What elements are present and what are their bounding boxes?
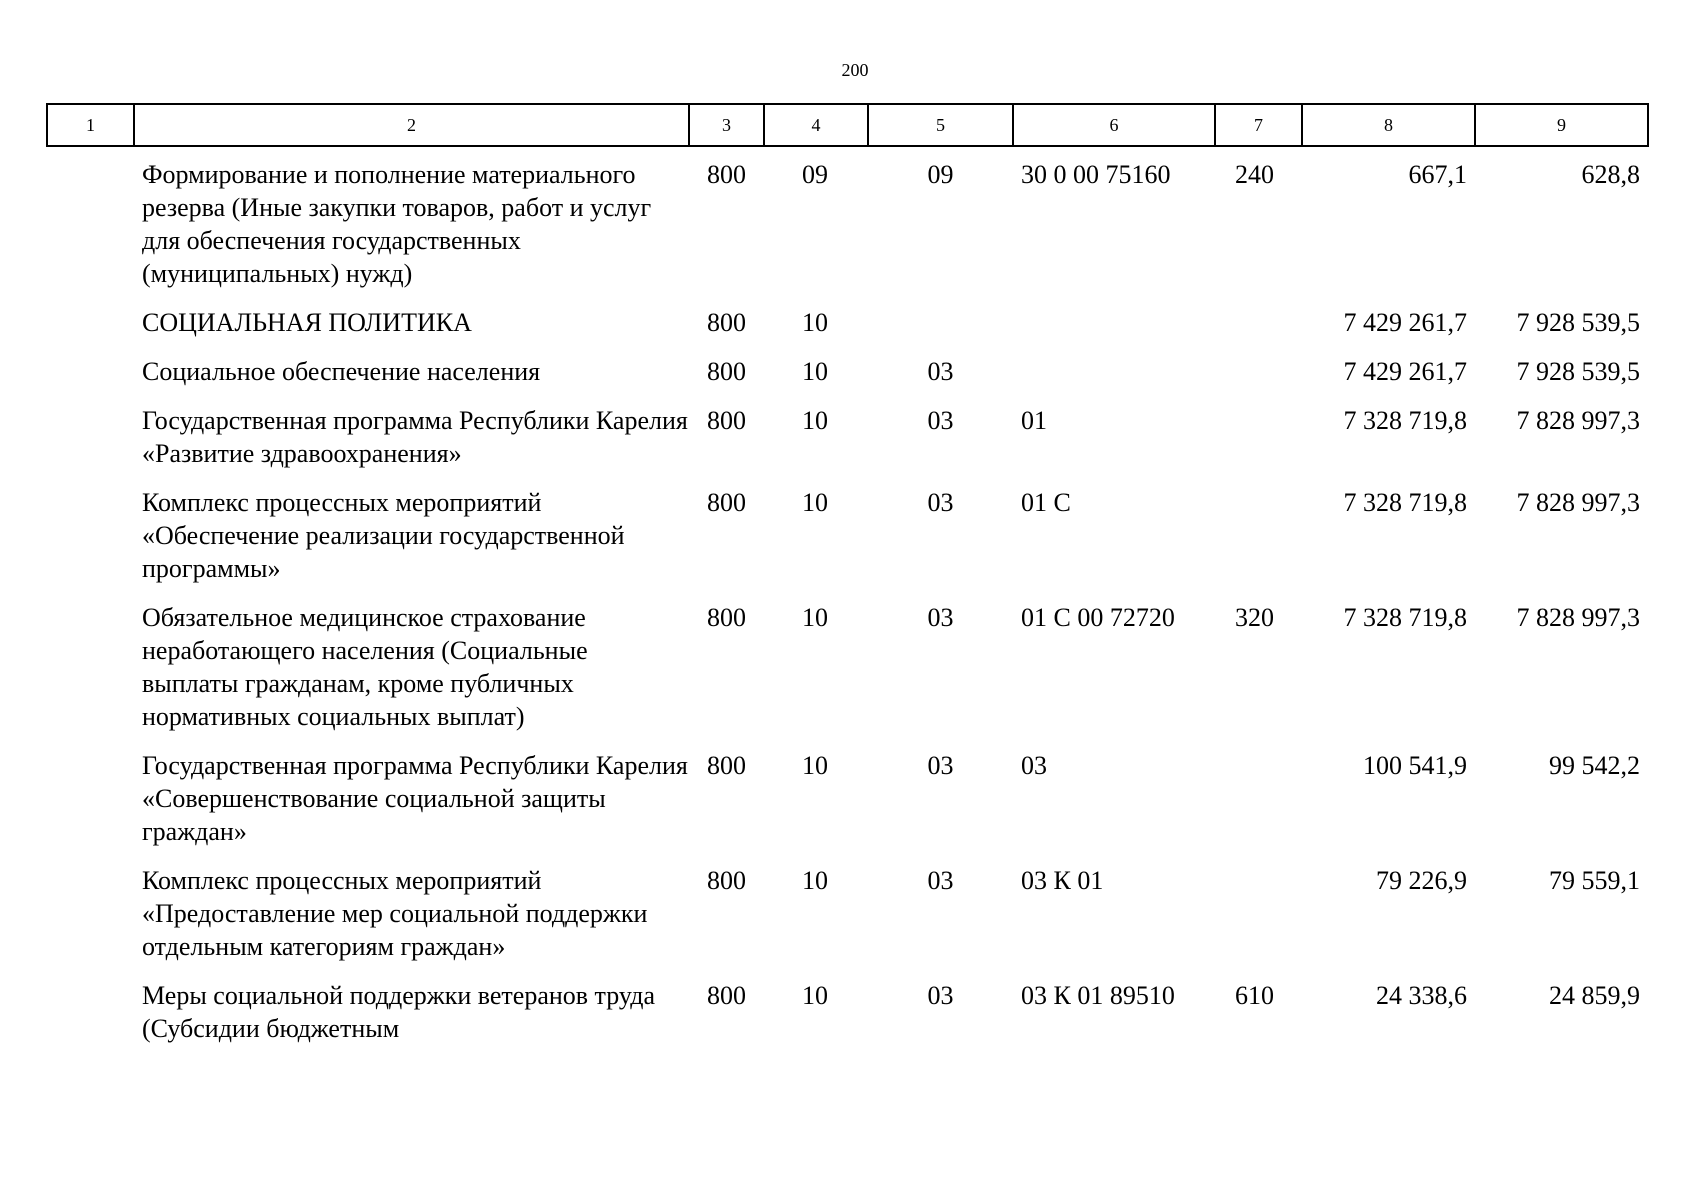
target-article-code: 30 0 00 75160 bbox=[1021, 160, 1171, 189]
column-numbers-header bbox=[47, 104, 1648, 146]
table-row bbox=[47, 979, 1648, 1061]
item-name: Обязательное медицинское страхование неработающего населения (Социальные выплаты гражданам, кроме публичных нормативных социальных выплат) bbox=[142, 603, 588, 731]
amount-col9: 7 928 539,5 bbox=[1516, 308, 1640, 337]
target-article-code: 03 bbox=[1021, 751, 1047, 780]
amount-col9: 24 859,9 bbox=[1549, 981, 1640, 1010]
section-code: 10 bbox=[802, 488, 828, 517]
table-row bbox=[47, 306, 1648, 355]
subsection-code: 03 bbox=[927, 603, 954, 632]
amount-col8: 7 328 719,8 bbox=[1343, 488, 1467, 517]
target-article-code: 01 С bbox=[1021, 488, 1071, 517]
amount-col8: 7 429 261,7 bbox=[1343, 357, 1467, 386]
amount-col8: 100 541,9 bbox=[1363, 751, 1467, 780]
amount-col9: 7 928 539,5 bbox=[1516, 357, 1640, 386]
subsection-code bbox=[868, 306, 1013, 355]
column-header: 7 bbox=[1215, 104, 1302, 146]
ministry-code: 800 bbox=[707, 981, 746, 1010]
section-code: 10 bbox=[802, 406, 828, 435]
amount-col9: 7 828 997,3 bbox=[1516, 488, 1640, 517]
item-name: СОЦИАЛЬНАЯ ПОЛИТИКА bbox=[142, 308, 472, 337]
table-row bbox=[47, 355, 1648, 404]
section-code: 10 bbox=[802, 603, 828, 632]
subsection-code: 03 bbox=[927, 357, 954, 386]
target-article-code: 01 С 00 72720 bbox=[1021, 603, 1175, 632]
amount-col8: 667,1 bbox=[1408, 160, 1467, 189]
item-name: Государственная программа Республики Карелия «Развитие здравоохранения» bbox=[142, 406, 688, 468]
subsection-code: 03 bbox=[927, 866, 954, 895]
item-name: Социальное обеспечение населения bbox=[142, 357, 541, 386]
column-header: 1 bbox=[47, 104, 134, 146]
subsection-code: 09 bbox=[927, 160, 954, 189]
amount-col9: 79 559,1 bbox=[1549, 866, 1640, 895]
amount-col8: 79 226,9 bbox=[1376, 866, 1467, 895]
table-row bbox=[47, 404, 1648, 486]
column-header: 9 bbox=[1475, 104, 1648, 146]
ministry-code: 800 bbox=[707, 603, 746, 632]
target-article-code: 03 К 01 89510 bbox=[1021, 981, 1175, 1010]
amount-col8: 7 429 261,7 bbox=[1343, 308, 1467, 337]
item-name: Комплекс процессных мероприятий «Предоставление мер социальной поддержки отдельным категориям граждан» bbox=[142, 866, 648, 961]
ministry-code: 800 bbox=[707, 308, 746, 337]
page-number: 200 bbox=[841, 60, 869, 80]
expense-type-code: 320 bbox=[1235, 603, 1274, 632]
target-article-code: 01 bbox=[1021, 406, 1047, 435]
table-row bbox=[47, 146, 1648, 306]
amount-col9: 7 828 997,3 bbox=[1516, 406, 1640, 435]
expense-type-code bbox=[1215, 355, 1302, 404]
section-code: 10 bbox=[802, 308, 828, 337]
column-header: 4 bbox=[764, 104, 868, 146]
amount-col9: 628,8 bbox=[1581, 160, 1640, 189]
ministry-code: 800 bbox=[707, 357, 746, 386]
section-code: 10 bbox=[802, 751, 828, 780]
target-article-code: 03 К 01 bbox=[1021, 866, 1104, 895]
column-header: 3 bbox=[689, 104, 764, 146]
column-header: 2 bbox=[134, 104, 689, 146]
subsection-code: 03 bbox=[927, 751, 954, 780]
expense-type-code bbox=[1215, 749, 1302, 864]
column-header: 8 bbox=[1302, 104, 1475, 146]
target-article-code bbox=[1013, 355, 1215, 404]
subsection-code: 03 bbox=[927, 488, 954, 517]
section-code: 10 bbox=[802, 981, 828, 1010]
section-code: 10 bbox=[802, 866, 828, 895]
budget-table bbox=[46, 103, 1649, 1061]
column-header: 6 bbox=[1013, 104, 1215, 146]
table-row bbox=[47, 601, 1648, 749]
item-name: Государственная программа Республики Карелия «Совершенствование социальной защиты граждан» bbox=[142, 751, 688, 846]
expense-type-code bbox=[1215, 486, 1302, 601]
table-row bbox=[47, 749, 1648, 864]
ministry-code: 800 bbox=[707, 866, 746, 895]
ministry-code: 800 bbox=[707, 160, 746, 189]
column-header: 5 bbox=[868, 104, 1013, 146]
subsection-code: 03 bbox=[927, 981, 954, 1010]
item-name: Формирование и пополнение материального резерва (Иные закупки товаров, работ и услуг для обеспечения государственных (муниципальных) нужд) bbox=[142, 160, 652, 288]
amount-col8: 24 338,6 bbox=[1376, 981, 1467, 1010]
target-article-code bbox=[1013, 306, 1215, 355]
ministry-code: 800 bbox=[707, 751, 746, 780]
expense-type-code bbox=[1215, 864, 1302, 979]
table-row bbox=[47, 486, 1648, 601]
amount-col8: 7 328 719,8 bbox=[1343, 603, 1467, 632]
item-name: Комплекс процессных мероприятий «Обеспечение реализации государственной программы» bbox=[142, 488, 625, 583]
expense-type-code: 610 bbox=[1235, 981, 1274, 1010]
table-row bbox=[47, 864, 1648, 979]
ministry-code: 800 bbox=[707, 488, 746, 517]
section-code: 09 bbox=[802, 160, 828, 189]
expense-type-code bbox=[1215, 404, 1302, 486]
expense-type-code: 240 bbox=[1235, 160, 1274, 189]
subsection-code: 03 bbox=[927, 406, 954, 435]
ministry-code: 800 bbox=[707, 406, 746, 435]
amount-col8: 7 328 719,8 bbox=[1343, 406, 1467, 435]
amount-col9: 7 828 997,3 bbox=[1516, 603, 1640, 632]
amount-col9: 99 542,2 bbox=[1549, 751, 1640, 780]
section-code: 10 bbox=[802, 357, 828, 386]
item-name: Меры социальной поддержки ветеранов труда (Субсидии бюджетным bbox=[142, 981, 656, 1043]
expense-type-code bbox=[1215, 306, 1302, 355]
